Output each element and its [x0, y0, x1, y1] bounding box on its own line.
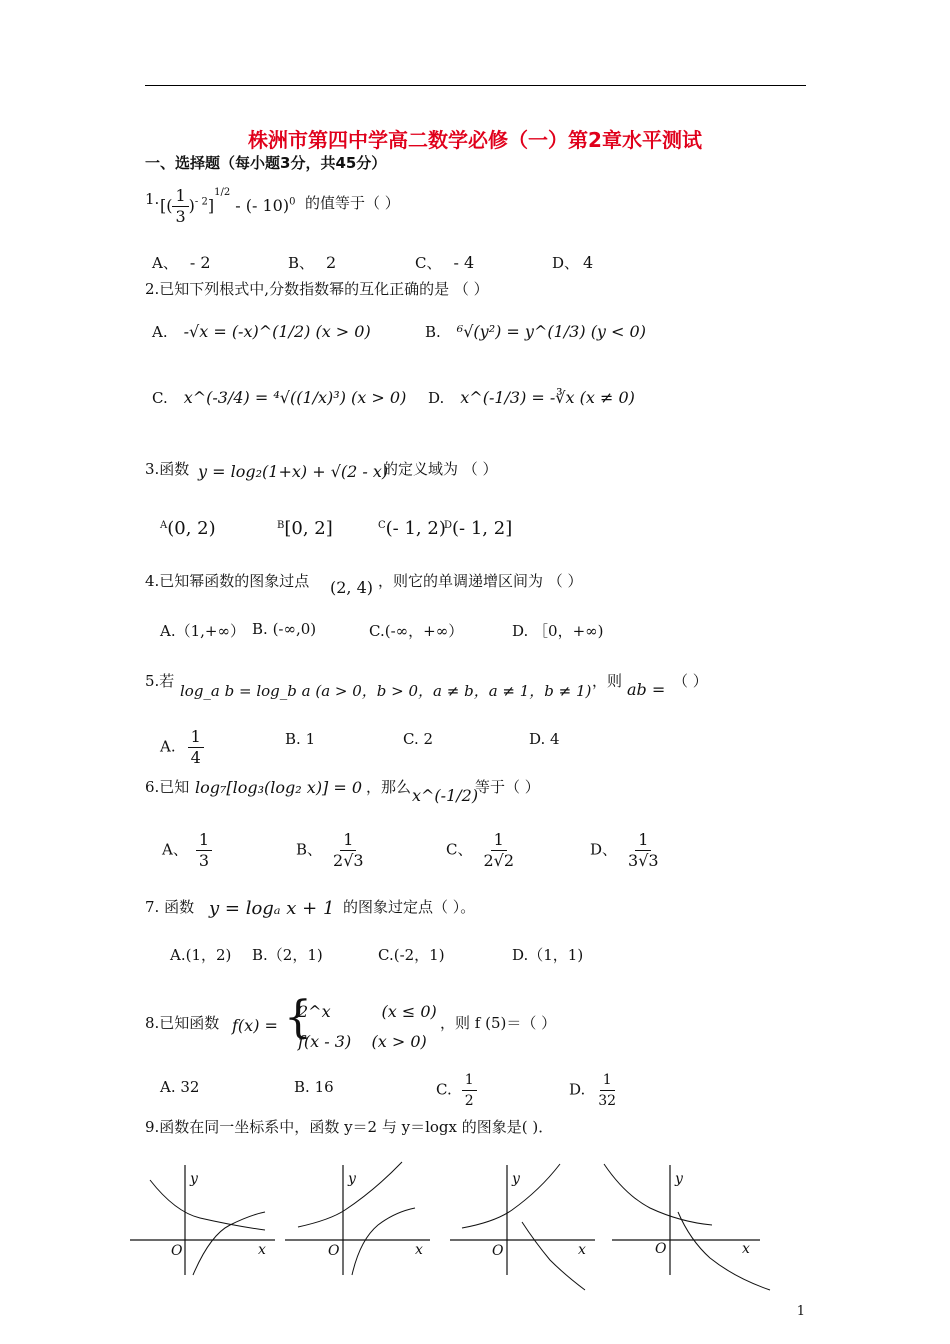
q2-option-a[interactable]: A. -√x = (-x)^(1/2) (x > 0) — [152, 322, 371, 341]
q2-option-c[interactable]: C. x^(-3/4) = ⁴√((1/x)³) (x > 0) — [152, 388, 407, 407]
q6-option-d[interactable]: D、 $\frac{1}{3√3}$ — [590, 830, 659, 870]
q8-case-2: f(x - 3) (x > 0) — [298, 1032, 427, 1051]
q2-option-d[interactable]: D. x^(-1/3) = -∛x (x ≠ 0) — [428, 388, 635, 407]
y-label: y — [348, 1171, 356, 1187]
origin-label: O — [328, 1243, 340, 1259]
q3-prefix: 3.函数 — [145, 460, 190, 478]
q8-option-c[interactable]: C. $\frac{1}{2}$ — [436, 1070, 477, 1111]
q9-graphs — [0, 1150, 950, 1300]
q8-brace: { — [284, 992, 312, 1043]
q8-prefix: 8.已知函数 — [145, 1014, 220, 1032]
q2-stem: 2.已知下列根式中,分数指数幂的互化正确的是 （ ） — [145, 280, 489, 298]
q1-option-a[interactable]: A、 - 2 — [152, 253, 211, 272]
q8-case-1: 2^x (x ≤ 0) — [298, 1002, 437, 1021]
q6-ask: x^(-1/2) — [412, 786, 479, 805]
q6-option-b[interactable]: B、 $\frac{1}{2√3}$ — [296, 830, 364, 870]
q3-expression: y = log₂(1+x) + √(2 - x) — [198, 462, 389, 481]
q5-option-b[interactable]: B. 1 — [285, 730, 316, 748]
q3-option-c[interactable]: $^C$(- 1, 2) — [378, 518, 446, 539]
q5-ask: ab = — [627, 680, 666, 699]
y-label: y — [512, 1171, 520, 1187]
q5-option-a[interactable]: A. $\frac{1}{4}$ — [160, 727, 204, 768]
q3-option-a[interactable]: $^A$(0, 2) — [160, 518, 216, 539]
q9-graph-b[interactable] — [285, 1162, 430, 1275]
page-title: 株洲市第四中学高二数学必修（一）第2章水平测试 — [248, 128, 702, 152]
q1-option-c[interactable]: C、 - 4 — [415, 253, 475, 272]
exponential-curve — [604, 1164, 712, 1225]
q7-stem: 的图象过定点（ ）。 — [343, 898, 476, 916]
q4-option-c[interactable]: C.(-∞，+∞） — [369, 622, 464, 640]
y-label: y — [675, 1171, 683, 1187]
q7-option-d[interactable]: D.（1，1) — [512, 946, 584, 964]
q3-option-b[interactable]: $^B$[0, 2] — [277, 518, 333, 539]
q1-option-b[interactable]: B、 2 — [288, 253, 337, 272]
x-label: x — [415, 1242, 423, 1258]
q6-option-c[interactable]: C、 $\frac{1}{2√2}$ — [446, 830, 515, 870]
q7-expression: y = logₐ x + 1 — [209, 898, 335, 919]
q5-expression: log_a b = log_b a (a > 0，b > 0，a ≠ b，a ≠ 1，b ≠ 1) — [180, 682, 592, 700]
exponential-curve — [462, 1164, 560, 1228]
x-label: x — [578, 1242, 586, 1258]
q9-graph-d[interactable] — [604, 1164, 770, 1290]
q6-mid: ，那么 — [366, 778, 412, 796]
q8-stem: ，则 f (5)＝（ ） — [440, 1014, 557, 1032]
q9-stem: 9.函数在同一坐标系中，函数 y＝2 与 y＝logx 的图象是( )． — [145, 1118, 554, 1136]
q7-option-a[interactable]: A.(1，2) — [170, 946, 232, 964]
q1-stem: 的值等于（ ） — [305, 194, 400, 212]
x-label: x — [258, 1242, 266, 1258]
q1-option-d[interactable]: D、 4 — [552, 253, 594, 272]
q4-point: (2, 4) — [330, 578, 374, 597]
log-curve — [678, 1212, 770, 1290]
q4-prefix: 4.已知幂函数的图象过点 — [145, 572, 310, 590]
q5-prefix: 5.若 — [145, 672, 175, 690]
q7-option-b[interactable]: B.（2，1) — [252, 946, 323, 964]
q5-stem: （ ） — [673, 672, 708, 690]
q9-graph-a[interactable] — [130, 1165, 275, 1275]
q8-option-d[interactable]: D. $\frac{1}{32}$ — [569, 1072, 617, 1109]
q1-expression: [( $\frac{1}{3}$ )$^{- 2}$]$^{1/2}$ - (- 10)$^0$ — [160, 186, 296, 226]
y-label: y — [190, 1171, 198, 1187]
q8-option-a[interactable]: A. 32 — [160, 1078, 200, 1096]
log-curve — [352, 1208, 415, 1275]
q3-option-d[interactable]: $^D$(- 1, 2] — [444, 518, 513, 539]
x-label: x — [742, 1241, 750, 1257]
q3-stem: 的定义域为 （ ） — [383, 460, 498, 478]
q4-option-b[interactable]: B. (-∞,0) — [252, 620, 317, 638]
q5-option-c[interactable]: C. 2 — [403, 730, 434, 748]
q6-expression: log₇[log₃(log₂ x)] = 0 — [195, 778, 363, 797]
section-heading: 一、选择题（每小题3分，共45分） — [145, 154, 387, 172]
log-curve — [193, 1212, 265, 1275]
q2-option-b[interactable]: B. ⁶√(y²) = y^(1/3) (y < 0) — [425, 322, 646, 341]
q7-prefix: 7. 函数 — [145, 898, 195, 916]
log-curve — [522, 1222, 585, 1290]
q4-stem: ，则它的单调递增区间为 （ ） — [378, 572, 583, 590]
header-rule — [145, 85, 806, 86]
q7-option-c[interactable]: C.(-2，1) — [378, 946, 445, 964]
page-number: 1 — [796, 1304, 805, 1319]
q9-graph-c[interactable] — [450, 1164, 595, 1290]
origin-label: O — [171, 1243, 183, 1259]
origin-label: O — [655, 1241, 667, 1257]
q6-prefix: 6.已知 — [145, 778, 190, 796]
q6-option-a[interactable]: A、 $\frac{1}{3}$ — [162, 830, 212, 871]
exponential-curve — [150, 1180, 265, 1230]
q4-option-a[interactable]: A.（1,+∞） — [160, 622, 245, 640]
q4-option-d[interactable]: D. ［0，+∞) — [512, 622, 604, 640]
q1-number: 1. — [145, 190, 160, 208]
q5-mid: ，则 — [592, 672, 623, 690]
origin-label: O — [492, 1243, 504, 1259]
q5-option-d[interactable]: D. 4 — [529, 730, 560, 748]
q8-option-b[interactable]: B. 16 — [294, 1078, 334, 1096]
q8-function-name: f(x) = — [232, 1016, 278, 1035]
q6-stem: 等于（ ） — [475, 778, 540, 796]
